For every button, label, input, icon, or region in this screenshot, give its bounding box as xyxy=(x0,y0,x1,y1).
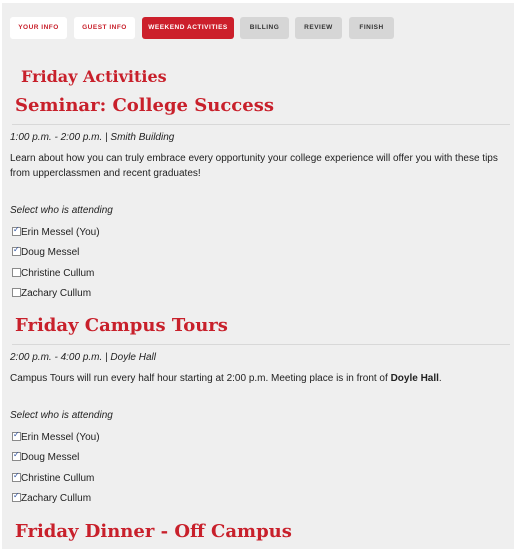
section-meta: 2:00 p.m. - 4:00 p.m. | Doyle Hall xyxy=(10,352,156,363)
section-description: Learn about how you can truly embrace every opportunity your college experience will offer you with these tips from upperclassmen and recent graduates! xyxy=(10,153,498,179)
tab-guest-info[interactable]: GUEST INFO xyxy=(74,17,135,39)
attendee-name: Erin Messel (You) xyxy=(21,227,100,238)
attendee-checkbox[interactable]: ✓ xyxy=(13,471,20,480)
tab-weekend-activities[interactable]: WEEKEND ACTIVITIES xyxy=(142,17,234,39)
section-divider xyxy=(12,124,510,125)
page-frame xyxy=(2,3,514,549)
attendee-name: Zachary Cullum xyxy=(21,493,92,504)
attendee-row xyxy=(12,492,91,506)
attendee-checkbox[interactable] xyxy=(12,268,21,277)
tab-finish[interactable]: FINISH xyxy=(349,17,394,39)
attendee-row xyxy=(12,287,91,301)
tab-your-info[interactable]: YOUR INFO xyxy=(10,17,67,39)
section-title: Friday Campus Tours xyxy=(15,315,228,336)
attendee-row xyxy=(12,472,94,486)
attending-prompt: Select who is attending xyxy=(10,205,113,216)
section-description: Campus Tours will run every half hour starting at 2:00 p.m. Meeting place is in front of Doyle Hall. xyxy=(10,373,442,384)
attendee-name: Zachary Cullum xyxy=(21,288,92,299)
attendee-checkbox[interactable]: ✓ xyxy=(13,491,20,500)
tab-billing[interactable]: BILLING xyxy=(240,17,289,39)
section-divider xyxy=(12,344,510,345)
attendee-checkbox[interactable]: ✓ xyxy=(13,430,20,439)
attendee-checkbox[interactable]: ✓ xyxy=(13,245,20,254)
attendee-name: Erin Messel (You) xyxy=(21,432,100,443)
attendee-row xyxy=(12,226,100,240)
day-title: Friday Activities xyxy=(21,67,167,86)
attendee-checkbox[interactable] xyxy=(12,288,21,297)
attendee-checkbox[interactable]: ✓ xyxy=(13,225,20,234)
attendee-checkbox[interactable]: ✓ xyxy=(13,450,20,459)
attendee-row xyxy=(12,267,94,281)
section-title: Seminar: College Success xyxy=(15,95,274,116)
attending-prompt: Select who is attending xyxy=(10,410,113,421)
section-meta: 1:00 p.m. - 2:00 p.m. | Smith Building xyxy=(10,132,175,143)
attendee-row xyxy=(12,431,100,445)
attendee-row xyxy=(12,246,79,260)
section-title: Friday Dinner - Off Campus xyxy=(15,521,292,542)
attendee-name: Christine Cullum xyxy=(21,268,95,279)
attendee-name: Christine Cullum xyxy=(21,473,95,484)
attendee-row xyxy=(12,451,79,465)
location-name: Doyle Hall xyxy=(390,373,439,384)
attendee-name: Doug Messel xyxy=(21,247,80,258)
tab-review[interactable]: REVIEW xyxy=(295,17,342,39)
attendee-name: Doug Messel xyxy=(21,452,80,463)
